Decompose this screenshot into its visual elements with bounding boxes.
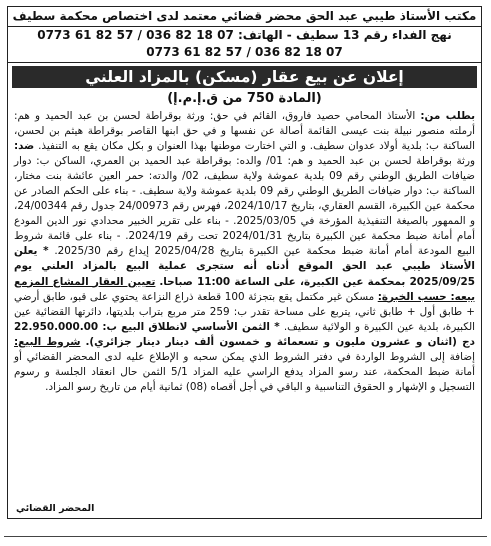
- legal-article: (المادة 750 من ق.إ.م.إ): [167, 91, 322, 106]
- page-divider: [4, 536, 487, 537]
- against-label: ضد:: [14, 140, 35, 153]
- office-phone: 0773 61 82 57 / 036 82 18 07: [8, 44, 481, 63]
- sale-conditions: إضافة إلى الشروط الواردة في دفتر الشروط الذي يمكن سحبه و الإطلاع عليه لدى المحضر القضائي أو أمانة ضبط المحكمة، عند رسو المزاد يدفع الراسي عليه المزاد 5/1 الثمن حال انعقاد الجلسة و رسوم التسجيل و الإشهار و الحقوق التناسبية و الباقي في أجل أقصاه (08) ثمانية أيام من تاريخ رسو المزاد.: [14, 350, 476, 393]
- auction-notice: [7, 6, 482, 519]
- base-price: * الثمن الأساسي لانطلاق البيع ب: 22.950.000.00 دج (اثنان و عشرون مليون و تسعمائة و خمسون ألف دينار دينار جزائري).: [14, 320, 475, 348]
- signature-label: المحضر القضائي: [16, 503, 95, 514]
- requester-text: الأستاذ المحامي حصيد فاروق، القائم في حق: ورثة بوقراطة لحسن بن عبد الحميد و هم: أرملته منصور نبيلة بنت عيسى القائمة أصالة عن نفسها و في حق ابنها القاصر بوقراطة هيثم بن لحسن، الساكنة ب: بلدية أولاد عدوان سطيف. و التي اختارت موطنها بهذا العنوان و بكل مكان يقع به التنفيذ.: [14, 110, 475, 153]
- notice-body: [8, 109, 481, 395]
- against-text: ورثة بوقراطة لحسن بن عبد الحميد و هم: 01/ والده: بوقراطة عبد الحميد بن العمري، الساكن ب: دوار ضيافات الطريق الوطني رقم 09 بلدية عموشة ولاية سطيف، 02/ والدته: حمر العين عائشة بنت مختار، الساكنة ب: دوار ضيافات الطريق الوطني رقم 09 بلدية عموشة ولاية سطيف. - بناء على الحكم الصادر عن محكمة عين الكبيرة، القسم العقاري، بتاريخ 2024/10/17، فهرس رقم 24/00973 جدول رقم 24/00344، و الممهور بالصيغة التنفيذية المؤرخة في 2025/03/05. - بناء على تقرير الخبير محدادي نور الدين المودع أمام أمانة ضبط محكمة عين الكبيرة بتاريخ 2024/01/31 تحت رقم 2024/19. - بناء على قائمة شروط البيع المودعة أمام أمانة ضبط محكمة عين الكبيرة بتاريخ 2025/04/28 إيداع رقم 2025/30.: [14, 155, 475, 258]
- property-description-label: تعيين العقار المشاع المزمع بيعه: حسب الخبرة:: [14, 275, 475, 303]
- sale-conditions-label: شروط البيع:: [14, 335, 81, 348]
- office-name: مكتب الأستاذ طيبي عبد الحق محضر قضائي معتمد لدى اختصاص محكمة سطيف: [8, 7, 481, 27]
- office-address: نهج الفداء رقم 13 سطيف - الهاتف: 07 18 82 036 / 57 82 61 0773: [37, 28, 452, 42]
- notice-title: إعلان عن بيع عقار (مسكن) بالمزاد العلني: [12, 66, 477, 88]
- requester-label: بطلب من:: [420, 110, 475, 122]
- sale-date-announcement: * يعلن الأستاذ طيبي عبد الحق الموقع أدناه أنه ستجرى عملية البيع بالمزاد العلني يوم 2025/09/25 بمحكمة عين الكبيرة، على الساعة 11:00 صباحا.: [14, 245, 475, 288]
- property-description: مسكن غير مكتمل يقع بتجزئة 100 قطعة ذراع النزاعة يحتوي على قبو، طابق أرضي + طابق أول + طابق ثاني، يتربع على مساحة تقدر ب: 259 متر مربع بتراب بلديتها، دائرتها القضائية عين الكبيرة، بلدية عين الكبيرة و الولائية سطيف.: [14, 290, 475, 333]
